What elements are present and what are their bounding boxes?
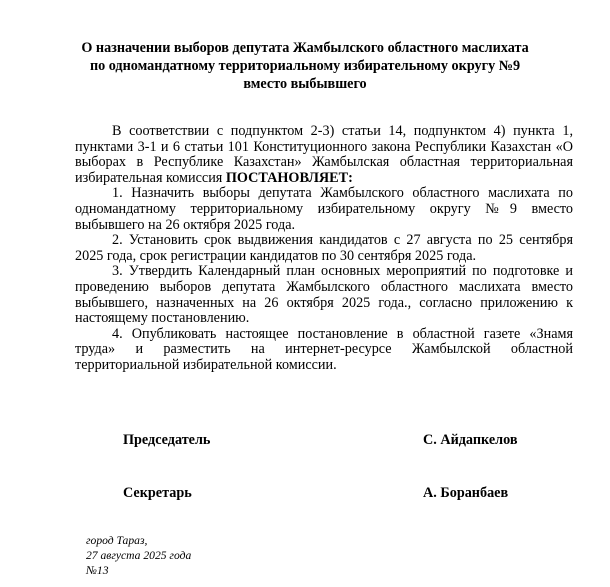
footer-number: №13 [86, 564, 109, 577]
chair-role: Председатель [123, 432, 211, 448]
item-4-paragraph: 4. Опубликовать настоящее постановление в областной газете «Знамя труда» и разместить на интернет-ресурсе Жамбылской областной территориальной избирательной комиссии. [75, 325, 573, 373]
footer-date: 27 августа 2025 года [86, 549, 192, 562]
secretary-name: А. Боранбаев [423, 485, 509, 501]
document-body [75, 124, 573, 374]
secretary-role: Секретарь [123, 485, 192, 501]
title-line-1: О назначении выборов депутата Жамбылского областного маслихата [81, 40, 529, 56]
item-2-paragraph: 2. Установить срок выдвижения кандидатов с 27 августа по 25 сентября 2025 года, срок регистрации кандидатов по 30 сентября 2025 года. [75, 232, 573, 264]
title-line-3: вместо выбывшего [243, 76, 367, 92]
preamble-paragraph [75, 124, 573, 186]
document-footer [86, 533, 191, 578]
item-1-paragraph: 1. Назначить выборы депутата Жамбылского областного маслихата по одномандатному территориальному избирательному округу №9 вместо выбывшего на 26 октября 2025 года. [75, 185, 573, 233]
document-title [40, 39, 570, 93]
preamble-text: В соответствии с подпунктом 2-3) статьи 14, подпунктом 4) пункта 1, пунктами 3-1 и 6 статьи 101 Конституционного закона Республики Казахстан «О выборах в Республике Казахстан» Жамбылская областная территориальная избирательная комиссия [75, 123, 573, 186]
item-3-paragraph: 3. Утвердить Календарный план основных мероприятий по подготовке и проведению выборов депутата Жамбылского областного маслихата вместо выбывшего, назначенных на 26 октября 2025 года., согласно приложению к настоящему постановлению. [75, 263, 573, 327]
resolves-text: ПОСТАНОВЛЯЕТ: [225, 169, 353, 186]
title-line-2: по одномандатному территориальному избирательному округу №9 [89, 58, 521, 74]
chair-name: С. Айдапкелов [423, 432, 518, 448]
footer-place: город Тараз, [86, 534, 148, 547]
